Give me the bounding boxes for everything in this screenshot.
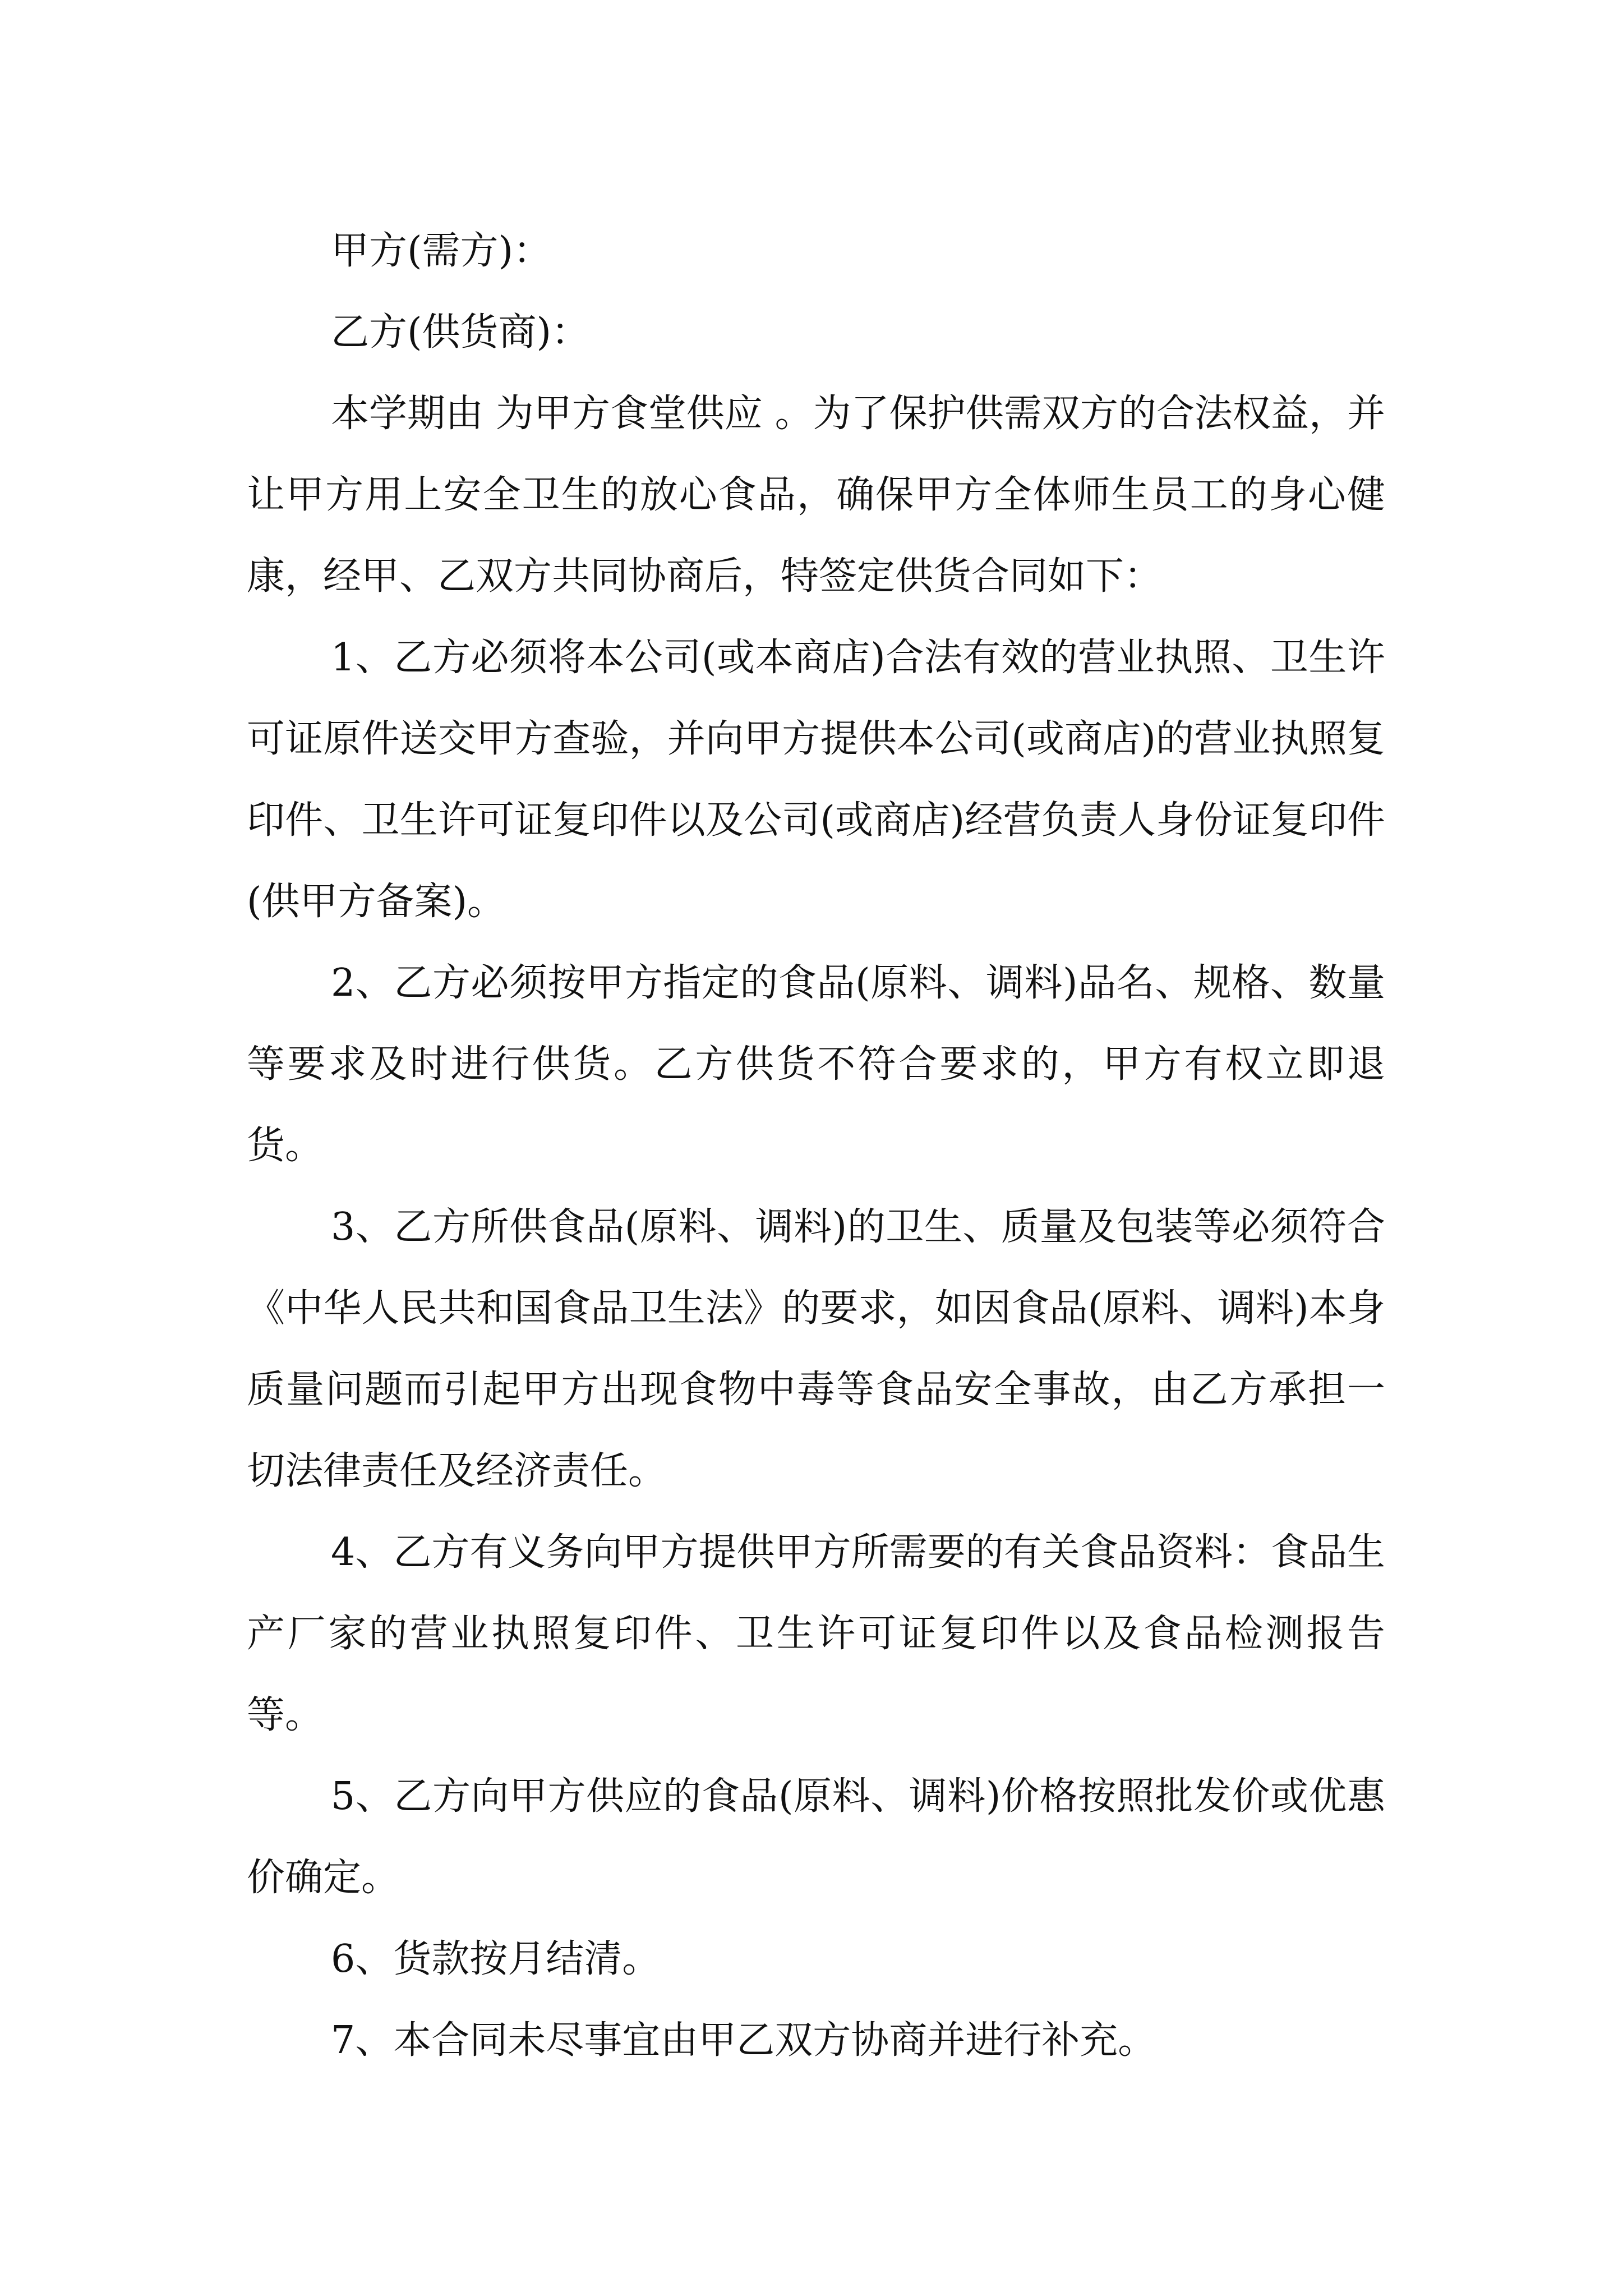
clause-7: 7、本合同未尽事宜由甲乙双方协商并进行补充。 [331, 2018, 1156, 2063]
clause-2: 2、乙方必须按甲方指定的食品(原料、调料)品名、规格、数量等要求及时进行供货。乙方供货不符合要求的，甲方有权立即退货。 [247, 961, 1385, 1168]
clause-4: 4、乙方有义务向甲方提供甲方所需要的有关食品资料：食品生产厂家的营业执照复印件、卫生许可证复印件以及食品检测报告等。 [247, 1530, 1385, 1737]
clause-6: 6、货款按月结清。 [331, 1937, 661, 1981]
clause-5: 5、乙方向甲方供应的食品(原料、调料)价格按照批发价或优惠价确定。 [247, 1774, 1385, 1900]
contract-body [247, 210, 1385, 2081]
clause-1: 1、乙方必须将本公司(或本商店)合法有效的营业执照、卫生许可证原件送交甲方查验，并向甲方提供本公司(或商店)的营业执照复印件、卫生许可证复印件以及公司(或商店)经营负责人身份证复印件(供甲方备案)。 [247, 636, 1385, 924]
intro-paragraph: 本学期由 为甲方食堂供应 。为了保护供需双方的合法权益，并让甲方用上安全卫生的放心食品，确保甲方全体师生员工的身心健康，经甲、乙双方共同协商后，特签定供货合同如下： [247, 392, 1385, 599]
clause-3: 3、乙方所供食品(原料、调料)的卫生、质量及包装等必须符合《中华人民共和国食品卫生法》的要求，如因食品(原料、调料)本身质量问题而引起甲方出现食物中毒等食品安全事故，由乙方承担一切法律责任及经济责任。 [247, 1205, 1385, 1493]
party-a-line: 甲方(需方)： [331, 229, 552, 273]
party-b-line: 乙方(供货商)： [331, 310, 590, 355]
